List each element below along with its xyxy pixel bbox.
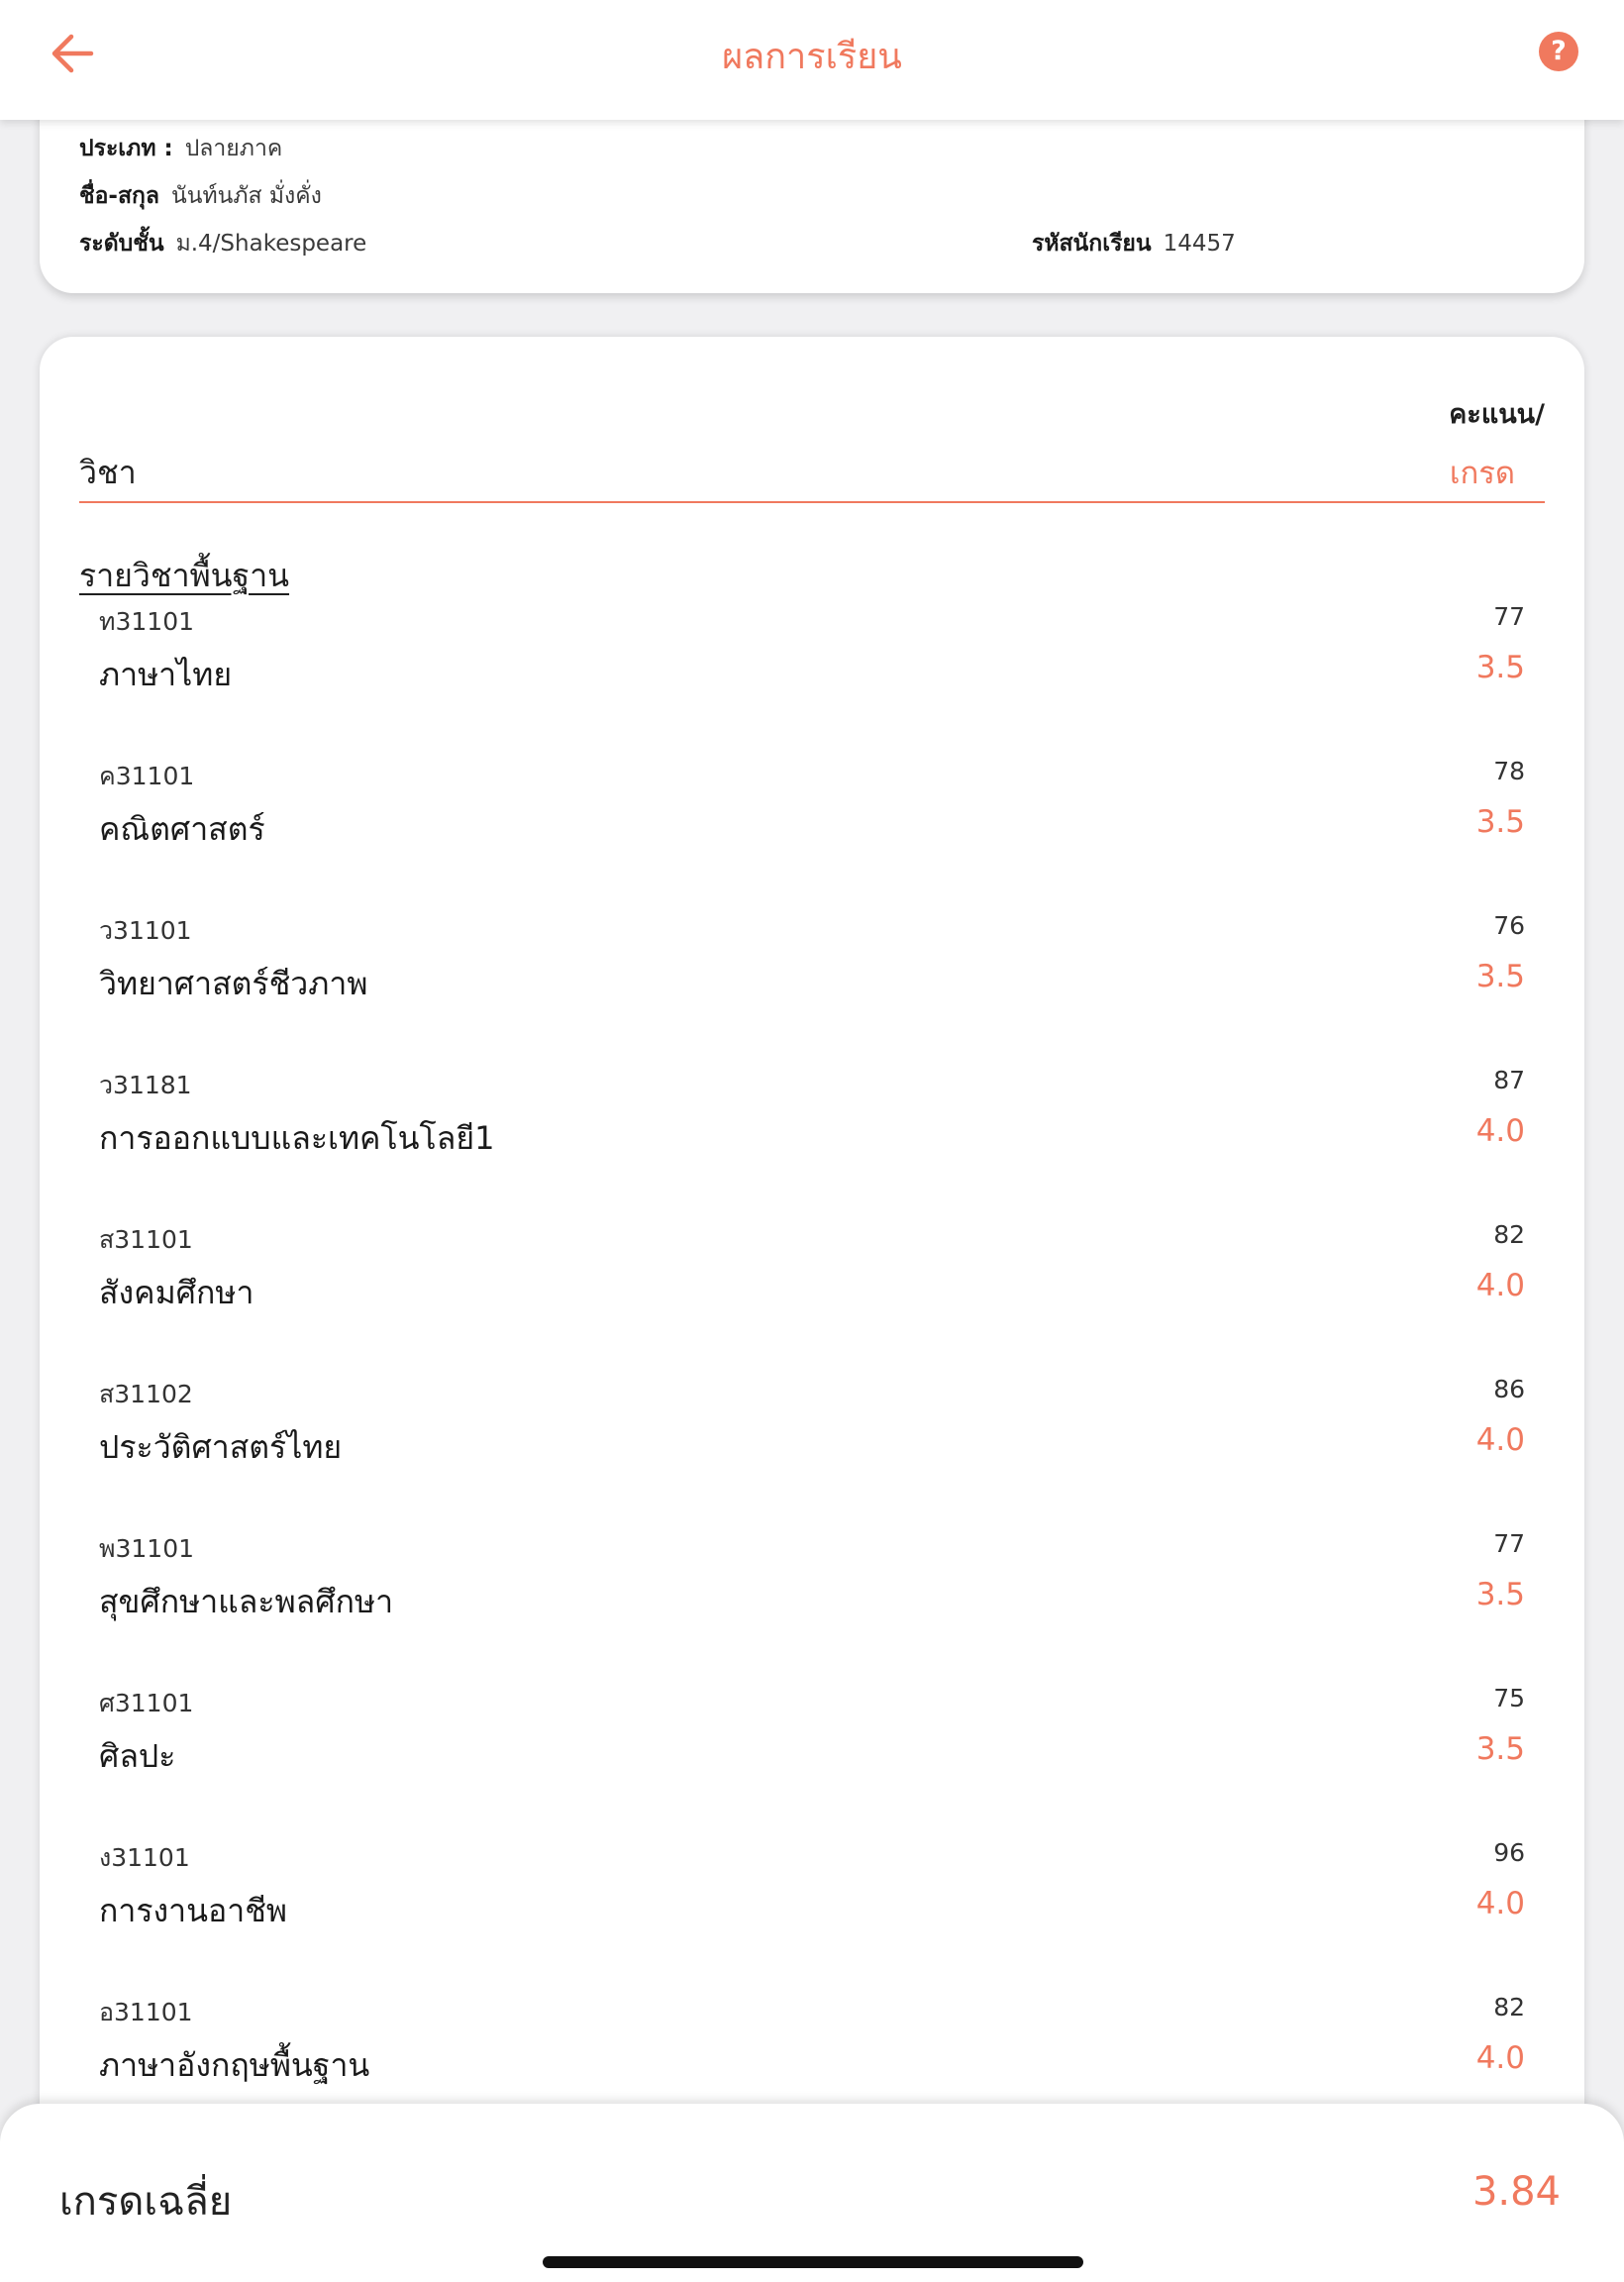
type-label: ประเภท :	[79, 136, 173, 161]
subject-code: ว31101	[99, 916, 192, 945]
score-column-header: คะแนน/	[1449, 399, 1545, 430]
subject-code: ว31181	[99, 1071, 192, 1099]
subject-score: 78	[1493, 757, 1525, 785]
type-row	[79, 131, 282, 166]
subject-score: 86	[1493, 1375, 1525, 1403]
subject-code: ส31101	[99, 1225, 193, 1254]
subject-list	[40, 602, 1584, 2147]
subject-code: ศ31101	[99, 1689, 194, 1717]
subject-code: อ31101	[99, 1998, 193, 2026]
subject-grade: 3.5	[1475, 650, 1525, 685]
subject-grade: 3.5	[1475, 959, 1525, 994]
subject-grade: 4.0	[1475, 1886, 1525, 1921]
subject-score: 82	[1493, 1220, 1525, 1249]
subject-score: 82	[1493, 1993, 1525, 2022]
student-id-label: รหัสนักเรียน	[1032, 231, 1152, 257]
level-row	[79, 226, 366, 261]
page-title: ผลการเรียน	[722, 37, 902, 77]
subject-code: ส31102	[99, 1380, 193, 1408]
section-title: รายวิชาพื้นฐาน	[79, 557, 290, 594]
subject-score: 87	[1493, 1066, 1525, 1094]
subject-row[interactable]	[40, 1375, 1584, 1529]
student-id-value: 14457	[1163, 231, 1236, 257]
subject-grade: 3.5	[1475, 804, 1525, 840]
gpa-footer	[0, 2104, 1624, 2282]
subject-name: สังคมศึกษา	[99, 1274, 254, 1311]
grades-card	[40, 337, 1584, 2282]
subject-name: การออกแบบและเทคโนโลยี1	[99, 1119, 495, 1157]
subject-grade: 3.5	[1475, 1731, 1525, 1767]
subject-row[interactable]	[40, 1838, 1584, 1993]
subject-grade: 4.0	[1475, 2040, 1525, 2076]
subject-name: ภาษาอังกฤษพื้นฐาน	[99, 2046, 370, 2084]
student-id-row	[1032, 226, 1236, 261]
question-circle-icon: ?	[1551, 36, 1567, 66]
subject-row[interactable]	[40, 757, 1584, 911]
home-indicator	[543, 2256, 1083, 2268]
subject-name: ศิลปะ	[99, 1737, 176, 1775]
subject-code: ง31101	[99, 1843, 190, 1872]
subject-grade: 3.5	[1475, 1577, 1525, 1612]
grade-column-header: เกรด	[1449, 456, 1515, 491]
level-value: ม.4/Shakespeare	[175, 231, 367, 257]
subject-code: ท31101	[99, 607, 195, 636]
subject-row[interactable]	[40, 1066, 1584, 1220]
subject-score: 77	[1493, 1529, 1525, 1558]
name-row	[79, 178, 322, 214]
subject-grade: 4.0	[1475, 1422, 1525, 1458]
subject-column-header: วิชา	[79, 454, 137, 491]
subject-name: ภาษาไทย	[99, 656, 233, 693]
gpa-label: เกรดเฉลี่ย	[59, 2179, 233, 2225]
subject-score: 96	[1493, 1838, 1525, 1867]
subject-name: คณิตศาสตร์	[99, 810, 265, 848]
table-header-divider	[79, 501, 1545, 503]
subject-row[interactable]	[40, 602, 1584, 757]
subject-code: พ31101	[99, 1534, 195, 1563]
gpa-value: 3.84	[1472, 2169, 1561, 2215]
subject-code: ค31101	[99, 762, 195, 790]
subject-score: 77	[1493, 602, 1525, 631]
subject-name: การงานอาชีพ	[99, 1892, 287, 1929]
student-info-card	[40, 101, 1584, 293]
app-header	[0, 0, 1624, 120]
subject-row[interactable]	[40, 1220, 1584, 1375]
subject-row[interactable]	[40, 1684, 1584, 1838]
name-value: นันท์นภัส มั่งคั่ง	[171, 183, 322, 209]
subject-score: 76	[1493, 911, 1525, 940]
subject-row[interactable]	[40, 1529, 1584, 1684]
subject-grade: 4.0	[1475, 1268, 1525, 1303]
type-value: ปลายภาค	[184, 136, 283, 161]
subject-grade: 4.0	[1475, 1113, 1525, 1149]
subject-name: ประวัติศาสตร์ไทย	[99, 1428, 343, 1466]
subject-score: 75	[1493, 1684, 1525, 1712]
subject-name: วิทยาศาสตร์ชีวภาพ	[99, 965, 368, 1002]
help-button[interactable]	[1539, 32, 1578, 71]
name-label: ชื่อ-สกุล	[79, 183, 160, 209]
subject-name: สุขศึกษาและพลศึกษา	[99, 1583, 394, 1620]
level-label: ระดับชั้น	[79, 231, 164, 257]
subject-row[interactable]	[40, 911, 1584, 1066]
